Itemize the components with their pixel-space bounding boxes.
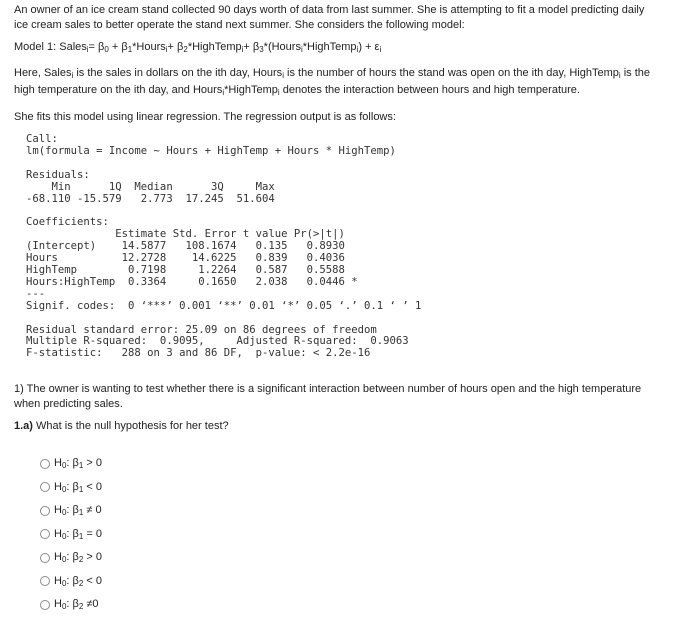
model-equation	[14, 40, 659, 57]
sub: i	[282, 71, 284, 80]
intro-paragraph: An owner of an ice cream stand collected 90 days worth of data from last summer. She is attempting to fit a model predicting daily ice cream sales to better operate the stand next summer. She considers the following model:	[14, 4, 645, 31]
regression-output: Call: lm(formula = Income ~ Hours + HighTemp + Hours * HighTemp) Residuals: Min 1Q Median 3Q Max -68.110 -15.579 2.773 17.245 51.604 Coefficients: Estimate Std. Error t value Pr(>|t|) (Intercept) 14.5877 108.1674 0.135 0.8930 Hours 12.2728 14.6225 0.839 0.4036 HighTemp 0.7198 1.2264 0.587 0.5588 Hours:HighTemp 0.3364 0.1650 2.038 0.0446 * --- Signif. codes: 0 ‘***’ 0.001 ‘**’ 0.01 ‘*’ 0.05 ‘.’ 0.1 ‘ ’ 1 Residual standard error: 25.09 on 86 degrees of freedom Multiple R-squared: 0.9095, Adjusted R-squared: 0.9063 F-statistic: 288 on 3 and 86 DF, p-value: < 2.2e-16	[26, 133, 422, 360]
definition-paragraph	[14, 66, 659, 100]
option-h0-b2-lt-0[interactable]	[40, 570, 102, 594]
option-label	[54, 575, 102, 588]
option-label	[54, 504, 102, 517]
relation: < 0	[83, 480, 102, 493]
option-h0-b1-ne-0[interactable]	[40, 499, 102, 523]
beta: : β	[66, 480, 79, 493]
relation: ≠0	[83, 598, 99, 611]
sub: 0	[61, 484, 67, 494]
sub: 1	[78, 508, 84, 518]
radio-button[interactable]	[40, 529, 50, 539]
def-b: is the sales in dollars on the	[73, 67, 216, 79]
sub: i	[86, 45, 89, 54]
fit-paragraph: She fits this model using linear regression. The regression output is as follows:	[14, 111, 396, 123]
option-label	[54, 598, 99, 611]
radio-button[interactable]	[40, 459, 50, 469]
model-t5: + β	[243, 41, 260, 53]
sub: 0	[61, 578, 67, 588]
question-1a-text: What is the null hypothesis for her test?	[32, 420, 229, 432]
def-h: *HighTemp	[224, 84, 278, 96]
option-label	[54, 457, 102, 470]
sub: 2	[78, 578, 84, 588]
sub: i	[277, 88, 280, 97]
radio-button[interactable]	[40, 506, 50, 516]
relation: < 0	[83, 574, 102, 587]
radio-button[interactable]	[40, 482, 50, 492]
sub: 3	[259, 45, 264, 54]
h-symbol: H	[54, 480, 62, 493]
h-symbol: H	[54, 504, 62, 517]
option-label	[54, 481, 102, 494]
option-h0-b2-ne-0[interactable]	[40, 593, 102, 617]
model-t8: ) + ε	[358, 41, 380, 53]
sub: i	[165, 45, 168, 54]
model-t4: *HighTemp	[187, 41, 242, 53]
model-prefix: Model 1: Sales	[14, 41, 87, 53]
sub: i	[618, 71, 621, 80]
null-hypothesis-options	[40, 452, 102, 617]
def-g: th day, and Hours	[136, 84, 223, 96]
model-t1: + β	[108, 41, 128, 53]
sub: i	[356, 45, 359, 54]
model-eq: = β	[88, 41, 105, 53]
sub: i	[241, 45, 244, 54]
beta: : β	[66, 527, 79, 540]
sub: 2	[78, 602, 84, 612]
option-h0-b2-gt-0[interactable]	[40, 546, 102, 570]
option-h0-b1-lt-0[interactable]	[40, 476, 102, 500]
def-ith: i	[133, 84, 137, 96]
sub: 1	[78, 484, 84, 494]
model-t2: *Hours	[132, 41, 166, 53]
radio-button[interactable]	[40, 576, 50, 586]
question-1: 1) The owner is wanting to test whether there is a significant interaction between number of hours open and the high temperature when predicting sales.	[14, 383, 642, 410]
sub: i	[300, 45, 303, 54]
relation: ≠ 0	[83, 504, 102, 517]
relation: = 0	[83, 527, 102, 540]
sub: 0	[61, 508, 67, 518]
def-c: th day, Hours	[217, 67, 283, 79]
def-ith: i	[531, 67, 535, 79]
def-d: is the number of hours the stand was open on the	[283, 67, 532, 79]
sub: 1	[78, 531, 84, 541]
model-t7: *HighTemp	[302, 41, 357, 53]
sub: 2	[183, 45, 188, 54]
question-1a	[14, 419, 229, 434]
relation: > 0	[83, 551, 102, 564]
sub: 1	[127, 45, 133, 54]
model-t6: *(Hours	[263, 41, 301, 53]
def-k: denotes the interaction between hours and high temperature.	[279, 84, 580, 96]
sub: 0	[61, 555, 67, 565]
option-h0-b1-eq-0[interactable]	[40, 523, 102, 547]
def-ith: i	[215, 67, 218, 79]
sub: 0	[104, 45, 109, 54]
def-f: is the high temperature on the	[14, 67, 651, 96]
beta: : β	[66, 504, 79, 517]
def-e: th day, HighTemp	[534, 67, 619, 79]
sub: i	[222, 88, 225, 97]
sub: 0	[61, 531, 67, 541]
relation: > 0	[83, 457, 102, 470]
radio-button[interactable]	[40, 553, 50, 563]
beta: : β	[66, 551, 79, 564]
h-symbol: H	[54, 457, 62, 470]
question-1a-label: 1.a)	[14, 420, 33, 432]
beta: : β	[66, 598, 79, 611]
beta: : β	[66, 457, 79, 470]
sub: 1	[78, 461, 84, 471]
h-symbol: H	[54, 551, 62, 564]
sub: 0	[61, 602, 67, 612]
option-label	[54, 551, 102, 564]
def-a: Here, Sales	[14, 67, 72, 79]
option-label	[54, 528, 102, 541]
sub: 0	[61, 461, 67, 471]
radio-button[interactable]	[40, 600, 50, 610]
model-t3: + β	[167, 41, 184, 53]
h-symbol: H	[54, 527, 62, 540]
h-symbol: H	[54, 598, 62, 611]
sub: 2	[78, 555, 84, 565]
h-symbol: H	[54, 574, 62, 587]
beta: : β	[66, 574, 79, 587]
option-h0-b1-gt-0[interactable]	[40, 452, 102, 476]
sub: i	[379, 45, 382, 54]
sub: i	[71, 71, 74, 80]
